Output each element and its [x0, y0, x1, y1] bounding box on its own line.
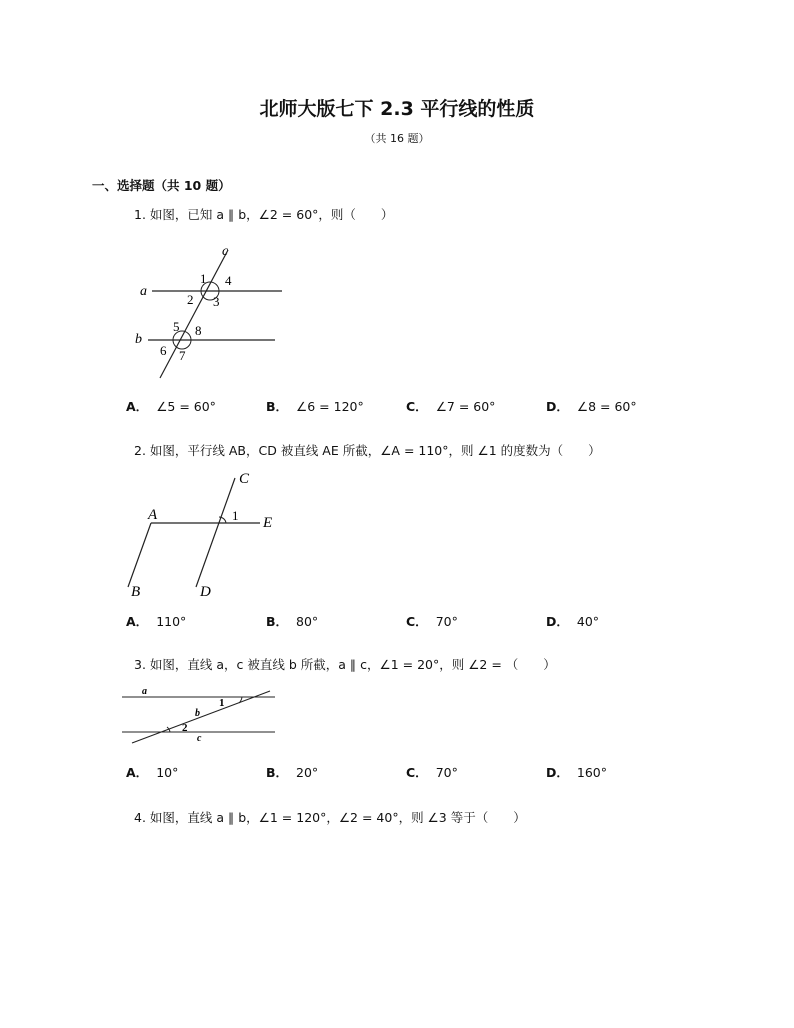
label-E: E: [263, 515, 273, 531]
angle-label-8: 8: [195, 323, 202, 338]
question-2-option-d[interactable]: D． 40°: [546, 614, 600, 629]
line-c: [160, 250, 228, 378]
question-3-option-b[interactable]: B． 20°: [266, 765, 319, 780]
angle-label-2: 2: [182, 722, 188, 734]
label-A: A: [148, 507, 158, 523]
angle-label-1: 1: [200, 271, 207, 286]
question-3-option-a[interactable]: A． 10°: [126, 765, 179, 780]
angle-label-1: 1: [232, 508, 239, 523]
question-1-option-d[interactable]: D． ∠8 = 60°: [546, 399, 637, 414]
question-4-stem: 4. 如图，直线 a ∥ b，∠1 = 120°，∠2 = 40°，则 ∠3 等于（ ）: [134, 810, 526, 825]
question-1-figure: [130, 243, 290, 383]
question-3-option-c[interactable]: C． 70°: [406, 765, 458, 780]
label-D: D: [200, 584, 211, 600]
question-3-option-d[interactable]: D． 160°: [546, 765, 607, 780]
question-1-option-a[interactable]: A． ∠5 = 60°: [126, 399, 216, 414]
question-3-figure: [118, 682, 280, 746]
question-2-figure: [120, 466, 290, 602]
question-1-stem: 1. 如图，已知 a ∥ b，∠2 = 60°，则（ ）: [134, 207, 394, 222]
question-2-stem: 2. 如图，平行线 AB，CD 被直线 AE 所截，∠A = 110°，则 ∠1 的度数为（ ）: [134, 443, 601, 458]
angle-label-2: 2: [187, 292, 194, 307]
label-a: a: [142, 686, 147, 697]
section-heading: 一、选择题（共 10 题）: [92, 178, 231, 193]
angle-label-4: 4: [225, 273, 232, 288]
label-b: b: [135, 332, 142, 347]
angle-label-1: 1: [219, 697, 225, 709]
question-1-option-b[interactable]: B． ∠6 = 120°: [266, 399, 364, 414]
document-title: 北师大版七下 2.3 平行线的性质: [259, 98, 535, 120]
question-3-stem: 3. 如图，直线 a，c 被直线 b 所截，a ∥ c，∠1 = 20°，则 ∠2 = （ ）: [134, 657, 556, 672]
angle-label-3: 3: [213, 294, 220, 309]
angle-label-6: 6: [160, 343, 167, 358]
question-2-option-b[interactable]: B． 80°: [266, 614, 319, 629]
label-a: a: [140, 284, 147, 299]
angle-label-5: 5: [173, 319, 180, 334]
line-cd: [196, 478, 235, 587]
label-b: b: [195, 708, 200, 719]
label-C: C: [239, 471, 250, 487]
label-c: c: [222, 244, 229, 259]
angle-label-7: 7: [179, 348, 186, 363]
question-1-option-c[interactable]: C． ∠7 = 60°: [406, 399, 496, 414]
question-count: （共 16 题）: [364, 132, 430, 145]
question-2-option-a[interactable]: A． 110°: [126, 614, 187, 629]
label-B: B: [131, 584, 141, 600]
question-2-option-c[interactable]: C． 70°: [406, 614, 458, 629]
line-ab: [128, 523, 151, 587]
label-c: c: [197, 733, 202, 744]
